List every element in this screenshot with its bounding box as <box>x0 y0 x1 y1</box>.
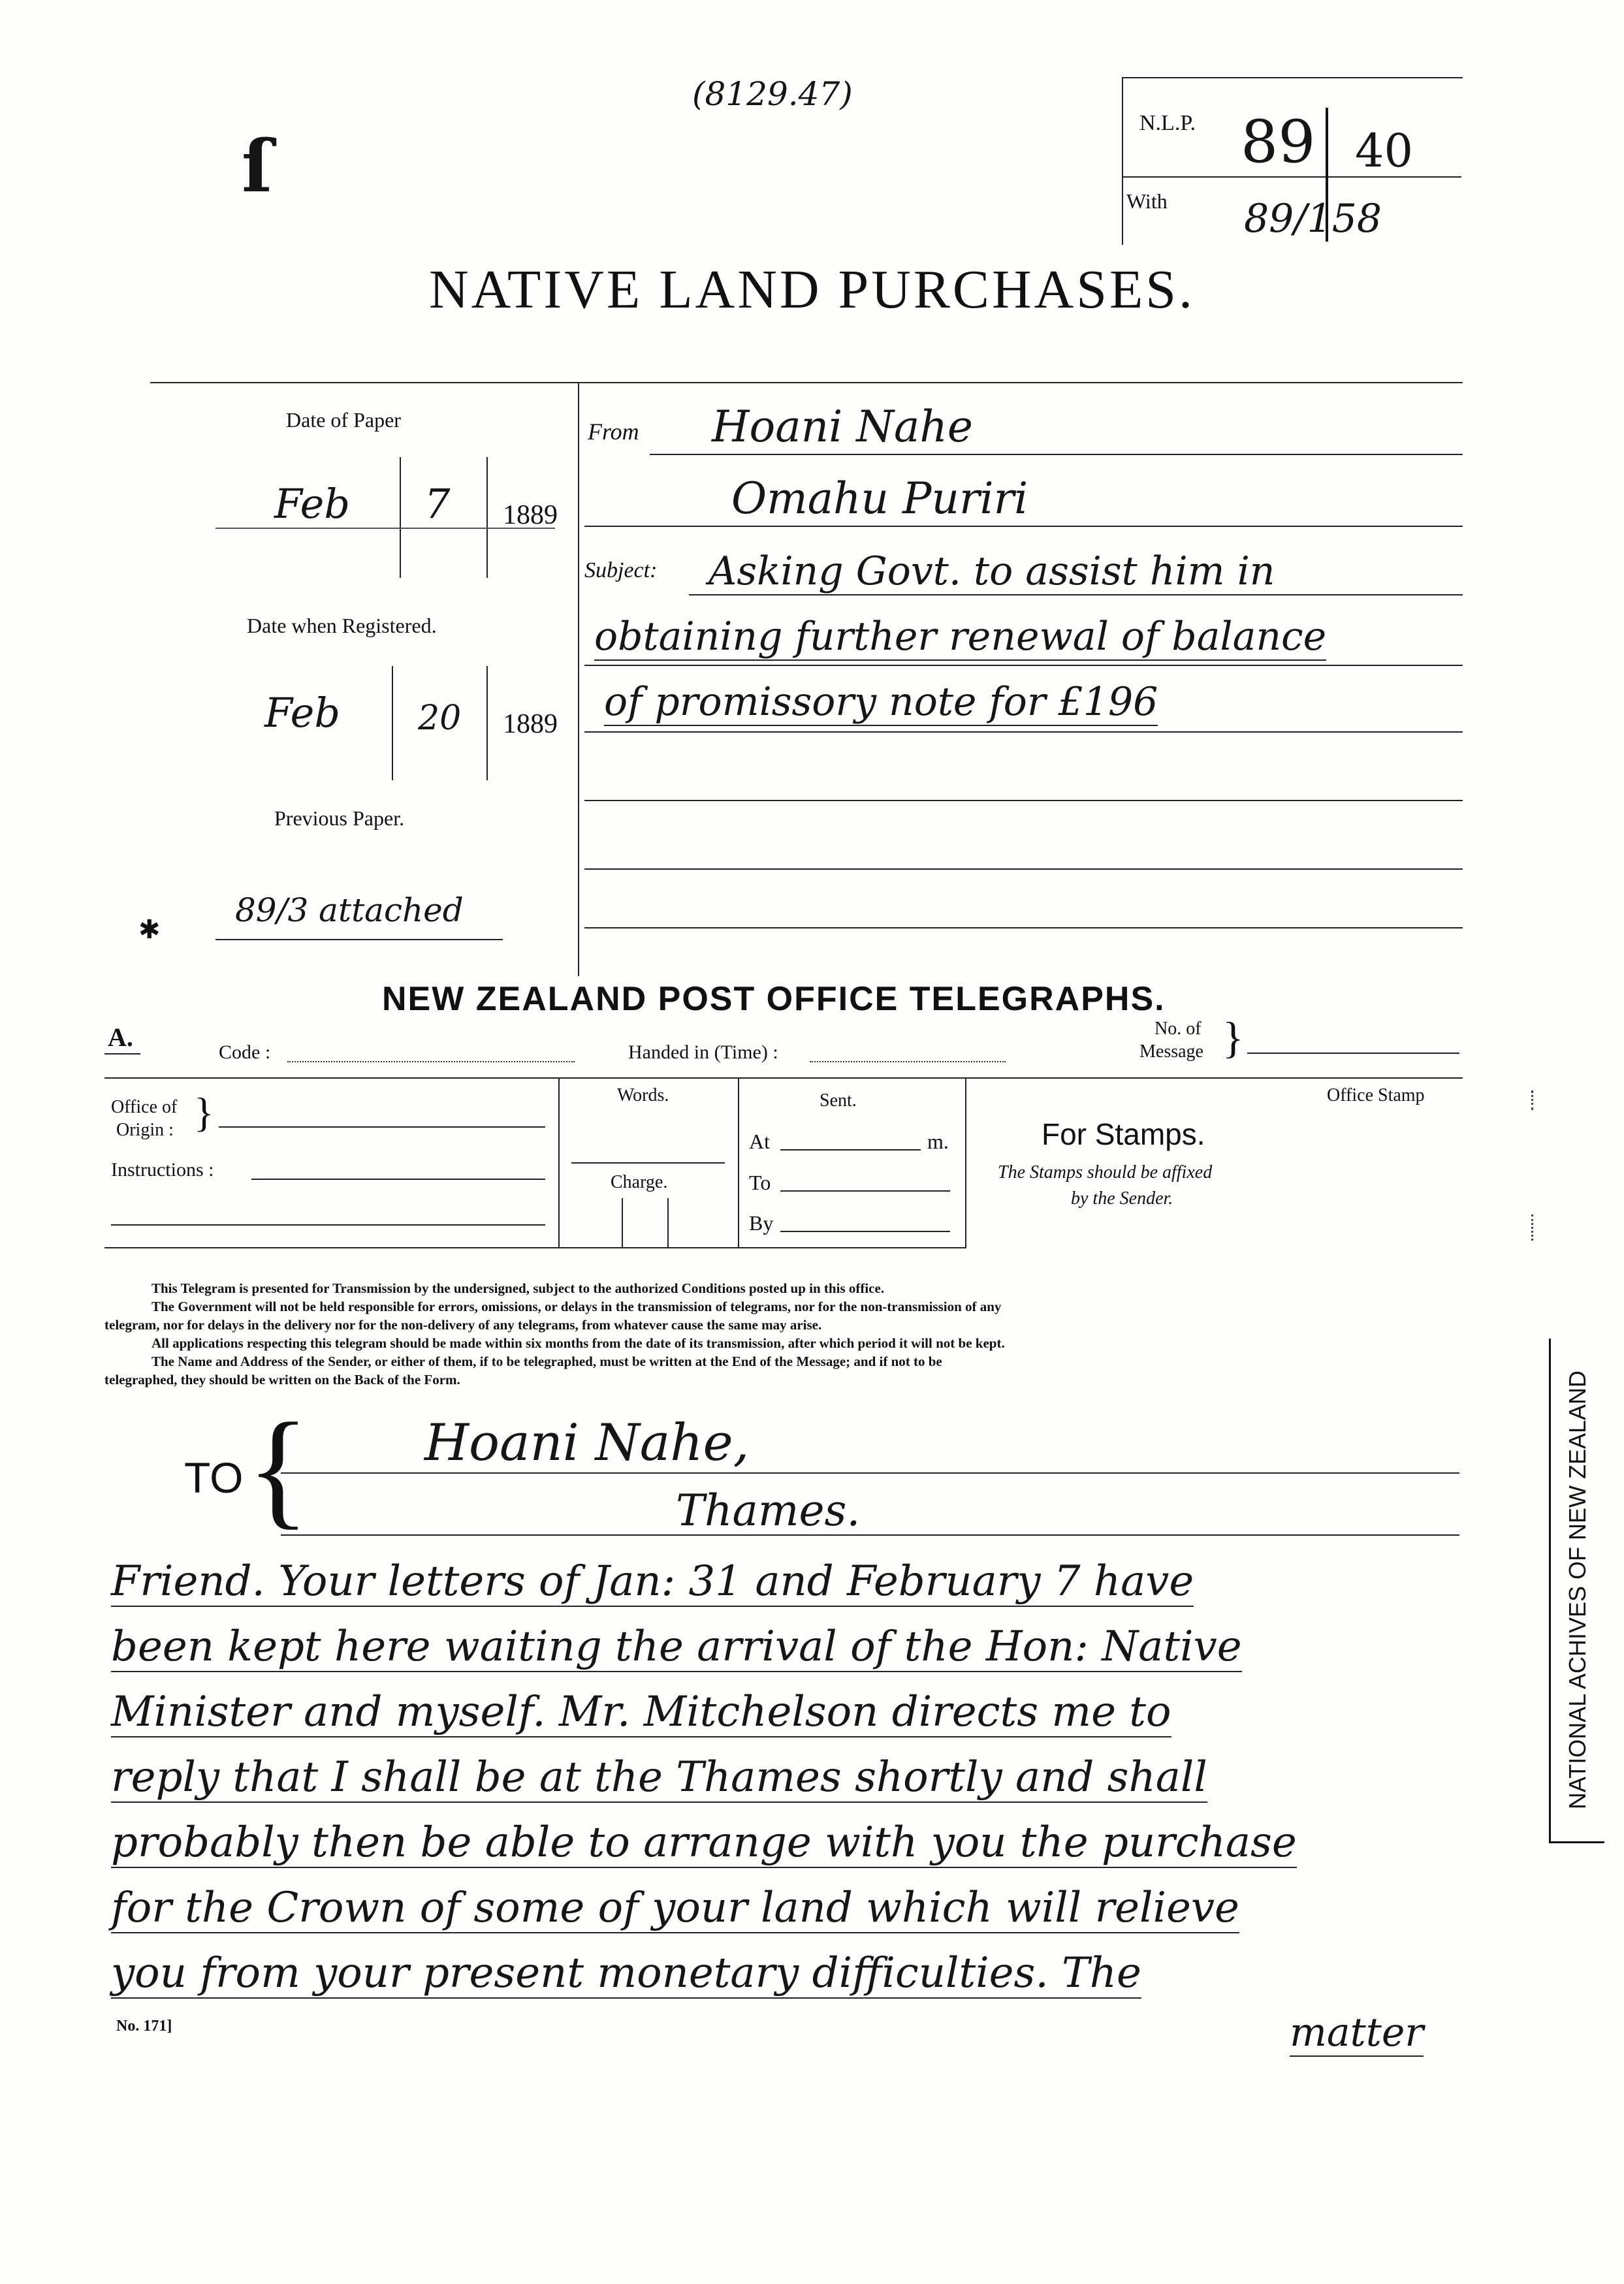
date-registered-month: Feb <box>264 689 341 737</box>
addressee-line-1: Hoani Nahe, <box>424 1414 750 1472</box>
nlp-value-b: 40 <box>1355 124 1414 178</box>
addressee-brace: { <box>247 1397 310 1541</box>
stamps-note-line-2: by the Sender. <box>1071 1188 1173 1209</box>
no-of-label: No. of <box>1154 1019 1202 1039</box>
previous-paper-label: Previous Paper. <box>274 806 405 830</box>
condition-line-2: The Government will not be held responsible for errors, omissions, or delays in the transmission of telegrams, nor for the non-transmission of any <box>151 1299 1002 1314</box>
previous-paper-value: 89/3 attached <box>235 891 464 929</box>
subject-line-3: of promissory note for £196 <box>604 679 1158 725</box>
office-stamp-label: Office Stamp <box>1327 1085 1425 1105</box>
message-line-5: probably then be able to arrange with you the purchase <box>111 1818 1297 1867</box>
page-title: NATIVE LAND PURCHASES. <box>428 259 1196 320</box>
sent-label: Sent. <box>820 1090 857 1111</box>
to-label: To <box>749 1171 771 1194</box>
message-line-7: you from your present monetary difficulties. The <box>111 1949 1141 1997</box>
condition-line-6: telegraphed, they should be written on the Back of the Form. <box>104 1372 460 1388</box>
stamps-note-line-1: The Stamps should be affixed <box>998 1162 1213 1182</box>
telegraph-heading: NEW ZEALAND POST OFFICE TELEGRAPHS. <box>382 980 1166 1018</box>
condition-line-4: All applications respecting this telegram should be made within six months from the date of its transmission, after which period it will not be kept. <box>151 1335 1005 1351</box>
form-letter: A. <box>108 1023 133 1052</box>
with-value: 89/158 <box>1244 196 1382 242</box>
form-number: No. 171] <box>116 2018 172 2035</box>
date-of-paper-month: Feb <box>274 480 351 528</box>
date-registered-label: Date when Registered. <box>247 614 437 637</box>
subject-label: Subject: <box>584 558 658 582</box>
margin-speck-2 <box>1531 1214 1533 1241</box>
margin-mark-star: ✱ <box>138 915 161 944</box>
origin-label: Origin : <box>116 1120 174 1140</box>
subject-line-1: Asking Govt. to assist him in <box>709 548 1275 594</box>
to-big-label: TO <box>184 1453 244 1502</box>
margin-speck <box>1531 1090 1533 1110</box>
register-top-rule <box>150 382 1463 383</box>
brace-mark-origin: } <box>194 1089 214 1135</box>
subject-line-2: obtaining further renewal of balance <box>594 614 1327 659</box>
charge-label: Charge. <box>611 1172 668 1192</box>
instructions-label: Instructions : <box>111 1159 214 1181</box>
addressee-line-2: Thames. <box>676 1485 861 1536</box>
message-line-8: matter <box>1290 2010 1424 2055</box>
telegraph-box-top <box>104 1077 1463 1079</box>
condition-line-3: telegram, nor for delays in the delivery nor for the non-delivery of any telegrams, from whatever cause the same may arise. <box>104 1317 822 1333</box>
m-label: m. <box>927 1130 949 1153</box>
brace-mark: } <box>1222 1013 1244 1062</box>
date-registered-day: 20 <box>418 699 462 738</box>
message-line-6: for the Crown of some of your land which will relieve <box>111 1884 1239 1932</box>
at-label: At <box>749 1130 770 1153</box>
date-registered-year: 1889 <box>503 709 558 739</box>
nlp-value-a: 89 <box>1241 108 1316 176</box>
message-line-4: reply that I shall be at the Thames shortly and shall <box>111 1753 1207 1801</box>
date-of-paper-year: 1889 <box>503 500 558 530</box>
from-label: From <box>588 419 639 445</box>
message-label: Message <box>1139 1041 1203 1062</box>
date-of-paper-label: Date of Paper <box>286 408 401 432</box>
handed-in-label: Handed in (Time) : <box>628 1041 778 1063</box>
from-line-1: Hoani Nahe <box>712 402 973 452</box>
date-of-paper-day: 7 <box>424 480 451 528</box>
message-line-2: been kept here waiting the arrival of the Hon: Native <box>111 1623 1242 1671</box>
register-divider <box>578 382 579 976</box>
for-stamps-label: For Stamps. <box>1042 1117 1205 1151</box>
condition-line-5: The Name and Address of the Sender, or either of them, if to be telegraphed, must be written at the End of the Message; and if not to be <box>151 1354 942 1369</box>
code-label: Code : <box>219 1041 271 1063</box>
archive-stamp-text: NATIONAL ACHIVES OF NEW ZEALAND <box>1564 1370 1591 1810</box>
by-label: By <box>749 1211 774 1235</box>
from-line-2: Omahu Puriri <box>731 473 1028 524</box>
margin-mark: ſ <box>242 124 273 208</box>
words-label: Words. <box>617 1085 669 1105</box>
nlp-label: N.L.P. <box>1139 111 1196 135</box>
message-line-3: Minister and myself. Mr. Mitchelson directs me to <box>111 1688 1171 1736</box>
condition-line-1: This Telegram is presented for Transmission by the undersigned, subject to the authorized Conditions posted up in this office. <box>151 1280 885 1296</box>
message-line-1: Friend. Your letters of Jan: 31 and February 7 have <box>111 1557 1194 1606</box>
reference-number: (8129.47) <box>692 75 853 113</box>
with-label: With <box>1126 189 1168 213</box>
archive-stamp <box>1549 1339 1604 1843</box>
office-of-label: Office of <box>111 1097 178 1117</box>
